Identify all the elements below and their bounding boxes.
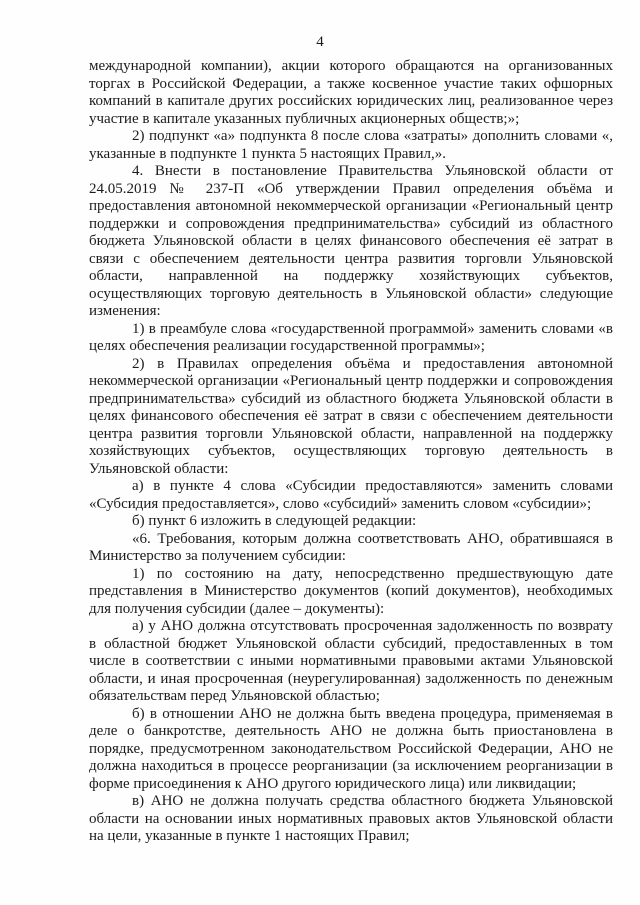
paragraph: 4. Внести в постановление Правительства Ульяновской области от 24.05.2019 № 237-П «Об утверждении Правил определения объёма и предоставления автономной некоммерческой организации «Региональный центр поддержки и сопровождения предпринимательства» субсидий из областного бюджета Ульяновской области в целях финансового обеспечения её затрат в связи с обеспечением деятельности центра развития торговли Ульяновской области, направленной на поддержку хозяйствующих субъектов, осуществляющих торговую деятельность в Ульяновской области» следующие изменения:: [89, 163, 613, 319]
page-number: 4: [316, 34, 324, 50]
paragraph: «6. Требования, которым должна соответствовать АНО, обратившаяся в Министерство за получением субсидии:: [89, 530, 613, 564]
paragraph: б) в отношении АНО не должна быть введена процедура, применяемая в деле о банкротстве, деятельность АНО не должна быть приостановлена в порядке, предусмотренном законодательством Российской Федерации, АНО не должна находиться в процессе реорганизации (за исключением реорганизации в форме присоединения к АНО другого юридического лица) или ликвидации;: [89, 705, 613, 792]
paragraph: 1) по состоянию на дату, непосредственно предшествующую дате представления в Министерство документов (копий документов), необходимых для получения субсидии (далее – документы):: [89, 565, 613, 617]
document-body: [89, 58, 613, 846]
paragraph: 1) в преамбуле слова «государственной программой» заменить словами «в целях обеспечения реализации государственной программы»;: [89, 320, 613, 354]
paragraph: в) АНО не должна получать средства областного бюджета Ульяновской области на основании иных нормативных правовых актов Ульяновской области на цели, указанные в пункте 1 настоящих Правил;: [89, 793, 613, 844]
paragraph: 2) подпункт «а» подпункта 8 после слова «затраты» дополнить словами «, указанные в подпункте 1 пункта 5 настоящих Правил,».: [89, 128, 613, 162]
paragraph: международной компании), акции которого обращаются на организованных торгах в Российской Федерации, а также косвенное участие таких офшорных компаний в капитале других российских юридических лиц, реализованное через участие в капитале указанных публичных акционерных обществ;»;: [89, 58, 613, 127]
paragraph: б) пункт 6 изложить в следующей редакции:: [132, 513, 417, 529]
paragraph: 2) в Правилах определения объёма и предоставления автономной некоммерческой организации «Региональный центр поддержки и сопровождения предпринимательства» субсидий из областного бюджета Ульяновской области в целях финансового обеспечения её затрат в связи с обеспечением деятельности центра развития торговли Ульяновской области, направленной на поддержку хозяйствующих субъектов, осуществляющих торговую деятельность в Ульяновской области:: [89, 355, 613, 477]
paragraph: а) у АНО должна отсутствовать просроченная задолженность по возврату в областной бюджет Ульяновской области субсидий, предоставленных в том числе в соответствии с иными нормативными правовыми актами Ульяновской области, и иная просроченная (неурегулированная) задолженность по денежным обязательствам перед Ульяновской областью;: [89, 618, 613, 704]
paragraph: а) в пункте 4 слова «Субсидии предоставляются» заменить словами «Субсидия предоставляется», слово «субсидий» заменить словом «субсидии»;: [89, 478, 613, 512]
